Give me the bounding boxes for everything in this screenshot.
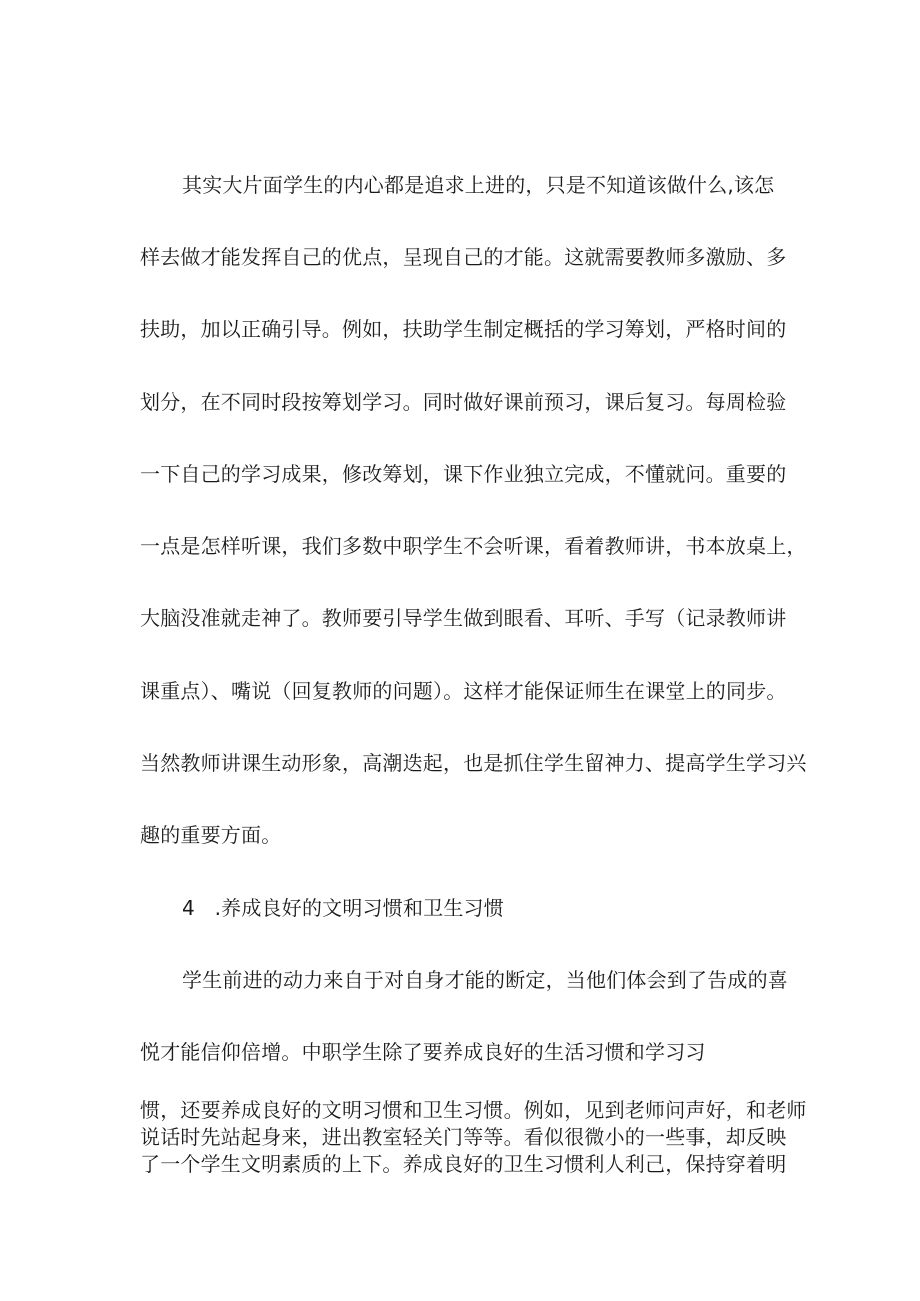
paragraph-line: 当然教师讲课生动形象，高潮迭起，也是抓住学生留神力、提高学生学习兴 [140,751,807,775]
paragraph-line: 样去做才能发挥自己的优点，呈现自己的才能。这就需要教师多激励、多 [140,245,787,269]
paragraph-line: 其实大片面学生的内心都是追求上进的，只是不知道该做什么,该怎 [182,173,775,197]
paragraph-line: 课重点）、嘴说（回复教师的问题）。这样才能保证师生在课堂上的同步。 [140,679,787,703]
paragraph-line: 一点是怎样听课，我们多数中职学生不会听课，看着教师讲，书本放桌上， [140,534,807,558]
paragraph-line: 了一个学生文明素质的上下。养成良好的卫生习惯利人利己，保持穿着明 [140,1152,787,1176]
paragraph-line: 趣的重要方面。 [140,823,282,847]
section-heading: 4 .养成良好的文明习惯和卫生习惯 [182,896,504,920]
paragraph-line: 惯，还要养成良好的文明习惯和卫生习惯。例如，见到老师问声好，和老师 [140,1098,807,1122]
paragraph-line: 划分，在不同时段按筹划学习。同时做好课前预习，课后复习。每周检验 [140,390,787,414]
paragraph-line: 一下自己的学习成果，修改筹划，课下作业独立完成，不懂就问。重要的 [140,462,787,486]
paragraph-line: 说话时先站起身来，进出教室轻关门等等。看似很微小的一些事，却反映 [140,1125,787,1149]
paragraph-line: 学生前进的动力来自于对自身才能的断定，当他们体会到了告成的喜 [182,968,788,992]
paragraph-line: 大脑没准就走神了。教师要引导学生做到眼看、耳听、手写（记录教师讲 [140,606,787,630]
paragraph-line: 扶助，加以正确引导。例如，扶助学生制定概括的学习筹划，严格时间的 [140,317,787,341]
paragraph-line: 悦才能信仰倍增。中职学生除了要养成良好的生活习惯和学习习 [140,1040,706,1064]
